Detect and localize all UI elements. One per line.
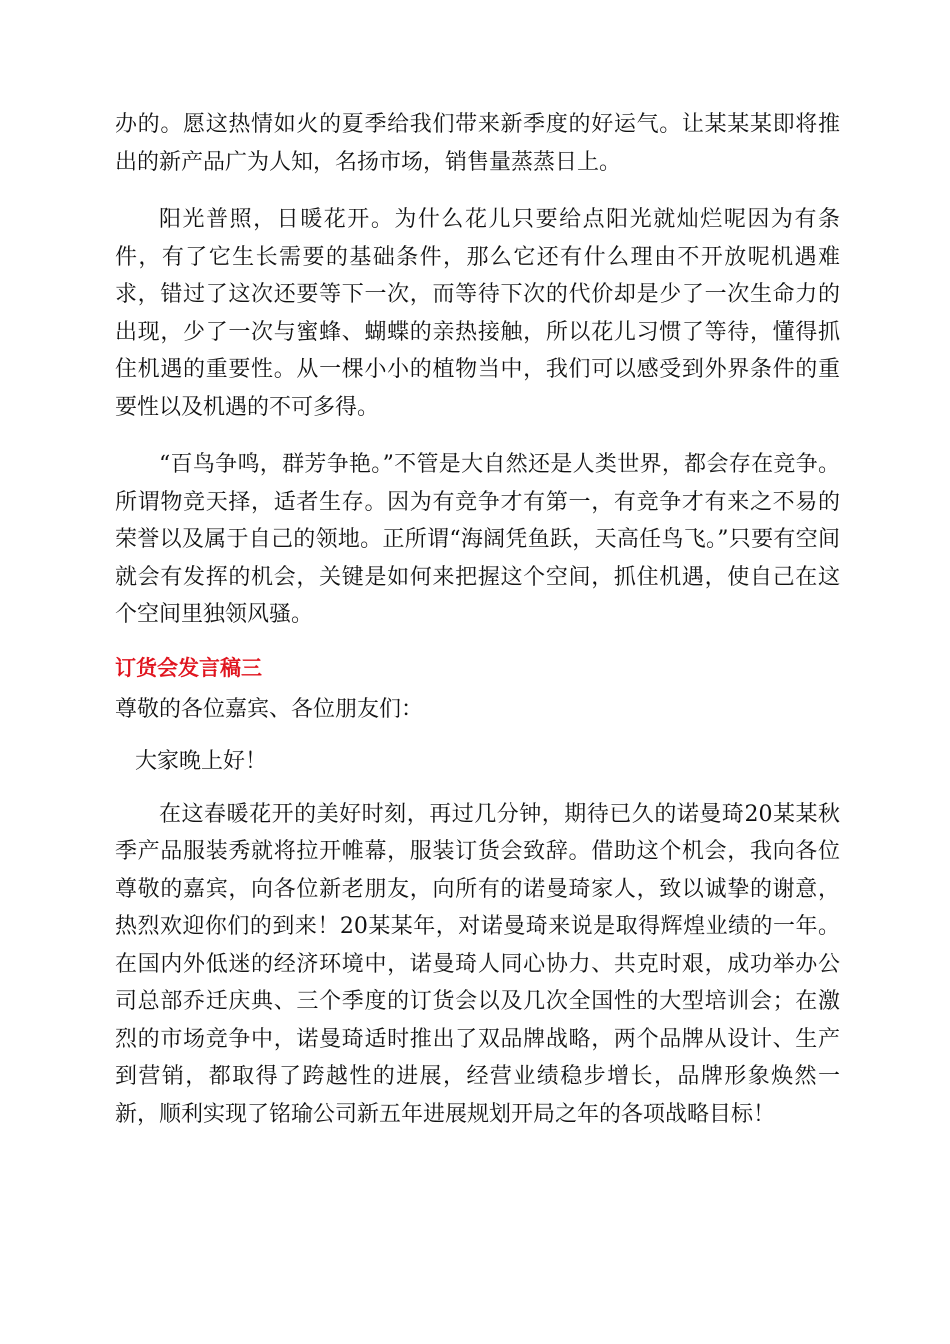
paragraph-continuation: 办的。愿这热情如火的夏季给我们带来新季度的好运气。让某某某即将推出的新产品广为人知，名扬市场，销售量蒸蒸日上。: [115, 112, 840, 175]
section-heading: 订货会发言稿三: [115, 655, 262, 680]
paragraph-sunshine: 阳光普照，日暖花开。为什么花儿只要给点阳光就灿烂呢因为有条件，有了它生长需要的基础条件，那么它还有什么理由不开放呢机遇难求，错过了这次还要等下一次，而等待下次的代价却是少了一次生命力的出现，少了一次与蜜蜂、蝴蝶的亲热接触，所以花儿习惯了等待，懂得抓住机遇的重要性。从一棵小小的植物当中，我们可以感受到外界条件的重要性以及机遇的不可多得。: [115, 207, 840, 420]
document-body: [115, 106, 840, 1153]
paragraph-competition: “百鸟争鸣，群芳争艳。”不管是大自然还是人类世界，都会存在竞争。所谓物竞天择，适者生存。因为有竞争才有第一，有竞争才有来之不易的荣誉以及属于自己的领地。正所谓“海阔凭鱼跃，天高任鸟飞。”只要有空间就会有发挥的机会，关键是如何来把握这个空间，抓住机遇，使自己在这个空间里独领风骚。: [115, 452, 840, 627]
salutation: 尊敬的各位嘉宾、各位朋友们：: [115, 696, 424, 722]
paragraph-speech-body: 在这春暖花开的美好时刻，再过几分钟，期待已久的诺曼琦20某某秋季产品服装秀就将拉开帷幕，服装订货会致辞。借助这个机会，我向各位尊敬的嘉宾，向各位新老朋友，向所有的诺曼琦家人，致以诚挚的谢意，热烈欢迎你们的到来！20某某年，对诺曼琦来说是取得辉煌业绩的一年。在国内外低迷的经济环境中，诺曼琦人同心协力、共克时艰，成功举办公司总部乔迁庆典、三个季度的订货会以及几次全国性的大型培训会；在激烈的市场竞争中，诺曼琦适时推出了双品牌战略，两个品牌从设计、生产到营销，都取得了跨越性的进展，经营业绩稳步增长，品牌形象焕然一新，顺利实现了铭瑜公司新五年进展规划开局之年的各项战略目标！: [115, 801, 840, 1127]
greeting: 大家晚上好！: [135, 749, 268, 774]
